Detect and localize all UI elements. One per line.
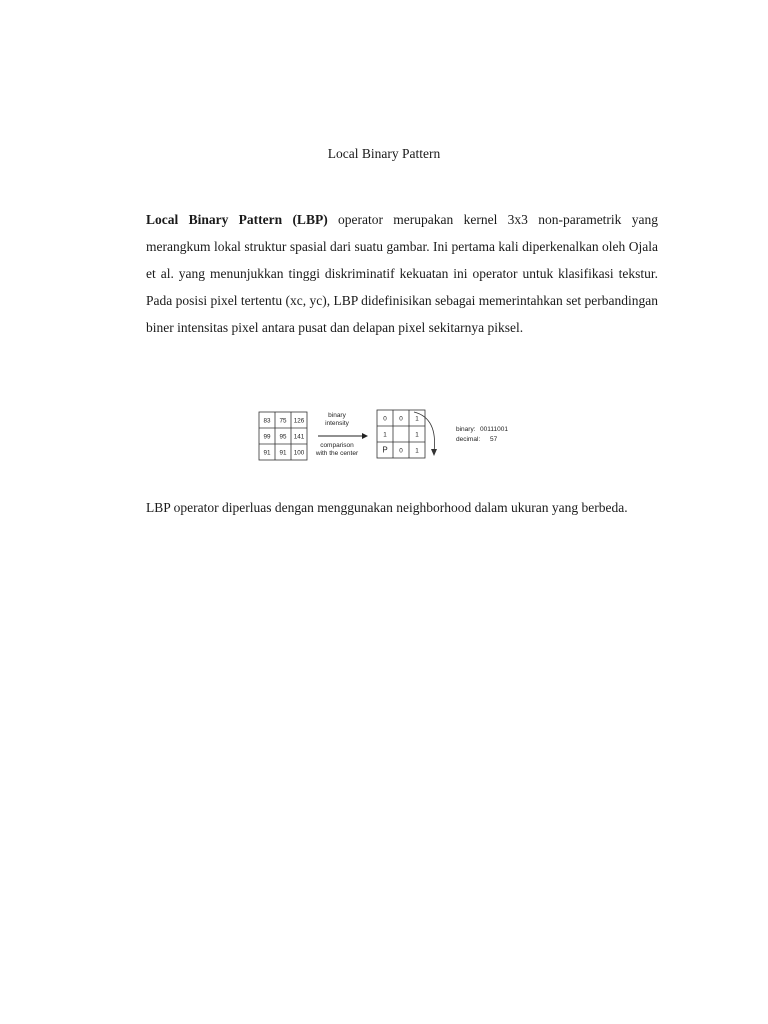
input-grid-cell-0-0: 83 [263,417,271,425]
arrow-label-line3: comparison [320,442,354,449]
comparison-arrow [318,433,368,439]
binary-grid-cell-2-2: 1 [415,447,419,455]
binary-grid-cell-1-2: 1 [415,431,419,439]
input-grid-cell-1-1: 95 [279,433,287,441]
binary-grid-cell-2-0: P [382,445,388,455]
paragraph-intro-text: operator merupakan kernel 3x3 non-parametrik yang merangkum lokal struktur spasial dari suatu gambar. Ini pertama kali diperkenalkan oleh Ojala et al. yang menunjukkan tinggi diskriminatif kekuatan ini operator untuk klasifikasi tekstur. Pada posisi pixel tertentu (xc, yc), LBP didefinisikan sebagai memerintahkan set perbandingan biner intensitas pixel antara pusat dan delapan pixel sekitarnya piksel. [146,212,658,335]
decimal-label: decimal: [456,436,481,443]
input-grid-values [263,417,304,456]
binary-grid [377,410,425,458]
input-grid-cell-0-1: 75 [279,417,287,425]
input-grid [259,412,307,460]
binary-grid-values [382,415,419,454]
binary-grid-cell-1-0: 1 [383,431,387,439]
paragraph-extension: LBP operator diperluas dengan menggunakan neighborhood dalam ukuran yang berbeda. [146,500,628,515]
input-grid-cell-2-1: 91 [279,449,287,457]
binary-grid-cell-0-2: 1 [415,415,419,423]
paragraph-intro [146,206,658,341]
input-grid-cell-1-2: 141 [293,433,305,441]
page-title: Local Binary Pattern [327,146,441,161]
arrow-label-line4: with the center [315,450,359,457]
input-grid-cell-2-0: 91 [263,449,271,457]
binary-grid-cell-0-0: 0 [383,415,387,423]
binary-label: binary: [456,426,476,433]
binary-value: 00111001 [480,426,508,433]
reading-order-arrow [414,412,437,456]
input-grid-cell-1-0: 99 [263,433,271,441]
lbp-term: Local Binary Pattern (LBP) [146,212,328,227]
input-grid-cell-0-2: 126 [293,417,305,425]
arrow-label-line1: binary [328,412,346,419]
binary-grid-cell-0-1: 0 [399,415,403,423]
input-grid-cell-2-2: 100 [293,449,305,457]
arrow-label-line2: intensity [325,420,349,427]
binary-grid-cell-2-1: 0 [399,447,403,455]
decimal-value: 57 [490,436,498,443]
